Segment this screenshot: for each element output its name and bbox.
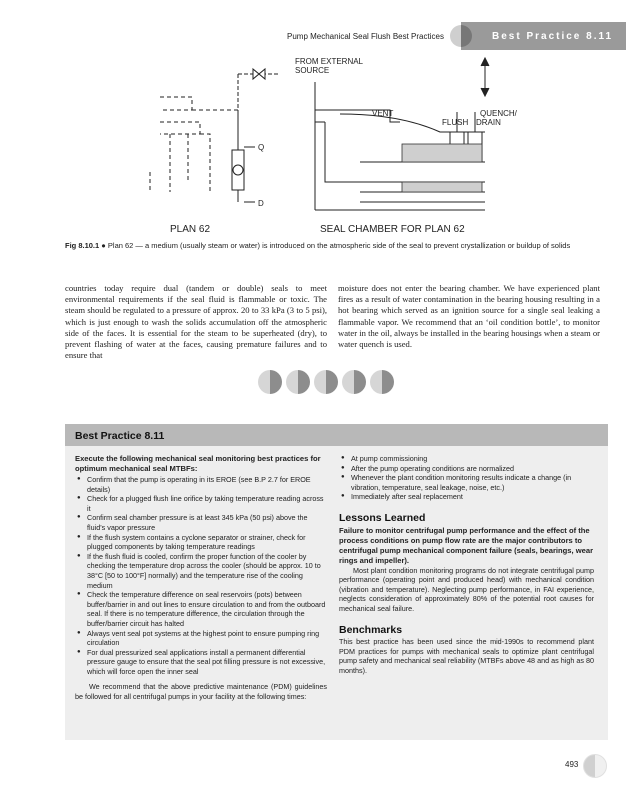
timing-list <box>339 454 594 502</box>
body-text-left: countries today require dual (tandem or double) seals to meet environmental requirements if the seal fluid is flammable or toxic. The steam should be regulated to a pressure of approx. 20 to 33 kPa (3 to 5 psi), which is just enough to wash the solids accumulation off the atmospheric side of the faces. It is essential for the steam to be superheated (dry), to prevent flashing of water at the faces, causing premature failures and to ensure that <box>65 283 327 361</box>
label-source: SOURCE <box>295 66 330 75</box>
benchmarks-heading: Benchmarks <box>339 623 403 636</box>
label-quench: QUENCH/ <box>480 109 517 118</box>
lessons-learned-lead: Failure to monitor centrifugal pump performance and the effect of the process conditions on pump flow rate are the major contributors to centrifugal pump mechanical component failure (seals, bearings, wear rings and impeller). <box>339 525 594 565</box>
pdm-recommendation: We recommend that the above predictive maintenance (PDM) guidelines be followed for all centrifugal pumps in your facility at the following times: <box>75 682 327 702</box>
running-header: Pump Mechanical Seal Flush Best Practices <box>287 32 444 41</box>
label-drain: DRAIN <box>476 118 501 127</box>
section-tab-label: Best Practice 8.11 <box>492 31 614 42</box>
list-item: ● Always vent seal pot systems at the highest point to ensure pumping ring circulation <box>87 629 327 648</box>
figure-caption <box>65 241 610 251</box>
label-from-external: FROM EXTERNAL <box>295 57 364 66</box>
page-number: 493 <box>565 760 579 769</box>
lessons-learned-text: Most plant condition monitoring programs do not integrate centrifugal pump performance (operating point and produced head) with mechanical condition (vibration and temperature). Neglecting pump performance, in FAI experience, neglects consideration of approximately 80% of the potential root causes for mechanical seal failure. <box>339 565 594 613</box>
figure-caption-text: Plan 62 — a medium (usually steam or water) is introduced on the atmospheric side of the seal to prevent crystallization or buildup of solids <box>107 241 571 250</box>
separator-disc <box>258 370 282 394</box>
list-item: ● Confirm seal chamber pressure is at least 345 kPa (50 psi) above the fluid’s vapor pressure <box>87 513 327 532</box>
separator-disc <box>342 370 366 394</box>
label-vent: VENT <box>372 109 394 118</box>
label-flush: FLUSH <box>442 118 469 127</box>
label-d: D <box>258 199 264 208</box>
separator-disc <box>370 370 394 394</box>
monitoring-checklist <box>75 475 327 676</box>
label-seal-chamber: SEAL CHAMBER FOR PLAN 62 <box>320 224 465 235</box>
list-item: ● For dual pressurized seal applications install a permanent differential pressure gauge to ensure that the seal pot filling pressure is not excessive, which will force open the inner seal <box>87 648 327 677</box>
list-item: ● Immediately after seal replacement <box>351 492 594 502</box>
best-practice-intro: Execute the following mechanical seal monitoring best practices for optimum mechanical seal MTBFs: <box>75 454 321 473</box>
figure-caption-bullet: ● <box>101 241 106 250</box>
label-plan-62: PLAN 62 <box>170 224 211 235</box>
list-item: ● If the flush fluid is cooled, confirm the proper function of the cooler by checking the temperature drop across the cooler (should be approx. 10 to 38°C [50 to 100°F] normally) and the temperature rise of the cooling medium <box>87 552 327 590</box>
list-item: ● Check for a plugged flush line orifice by taking temperature reading across it <box>87 494 327 513</box>
list-item: ● If the flush system contains a cyclone separator or strainer, check for plugged components by taking temperature readings <box>87 533 327 552</box>
separator-disc <box>314 370 338 394</box>
best-practice-left-column <box>75 454 327 702</box>
list-item: ● Confirm that the pump is operating in its EROE (see B.P 2.7 for EROE details) <box>87 475 327 494</box>
header-disc-ornament <box>450 25 472 47</box>
best-practice-right-column <box>339 454 594 676</box>
list-item: ● After the pump operating conditions are normalized <box>351 464 594 474</box>
separator-discs <box>258 370 398 399</box>
benchmarks-text: This best practice has been used since the mid-1990s to recommend plant PDM practices for pumps with mechanical seals to optimize plant centrifugal pump safety and mechanical seal reliability (MTBFs above 48 and as high as 80 months). <box>339 637 594 675</box>
best-practice-title: Best Practice 8.11 <box>75 430 165 442</box>
figure-number: Fig 8.10.1 <box>65 241 100 250</box>
body-text-right: moisture does not enter the bearing chamber. We have experienced plant fires as a result of water contamination in the bearing housing resulting in a hot bearing which served as an ignition source for a single seal leaking a flammable vapor. We recommend that an ‘oil condition bottle’, to monitor water in the oil, always be installed in the bearing housings when a steam or water quench is used. <box>338 283 600 350</box>
footer-disc-ornament <box>583 754 607 778</box>
separator-disc <box>286 370 310 394</box>
plan-62-diagram <box>140 52 540 237</box>
list-item: ● At pump commissioning <box>351 454 594 464</box>
label-q: Q <box>258 143 265 152</box>
lessons-learned-heading: Lessons Learned <box>339 511 426 524</box>
list-item: ● Check the temperature difference on seal reservoirs (pots) between buffer/barrier in and out lines to ensure circulation to and from the outboard seal. If there is no temperature difference, the circulation through the buffer/barrier circuit has halted <box>87 590 327 628</box>
list-item: ● Whenever the plant condition monitoring results indicate a change (in vibration, temperature, seal leakage, noise, etc.) <box>351 473 594 492</box>
